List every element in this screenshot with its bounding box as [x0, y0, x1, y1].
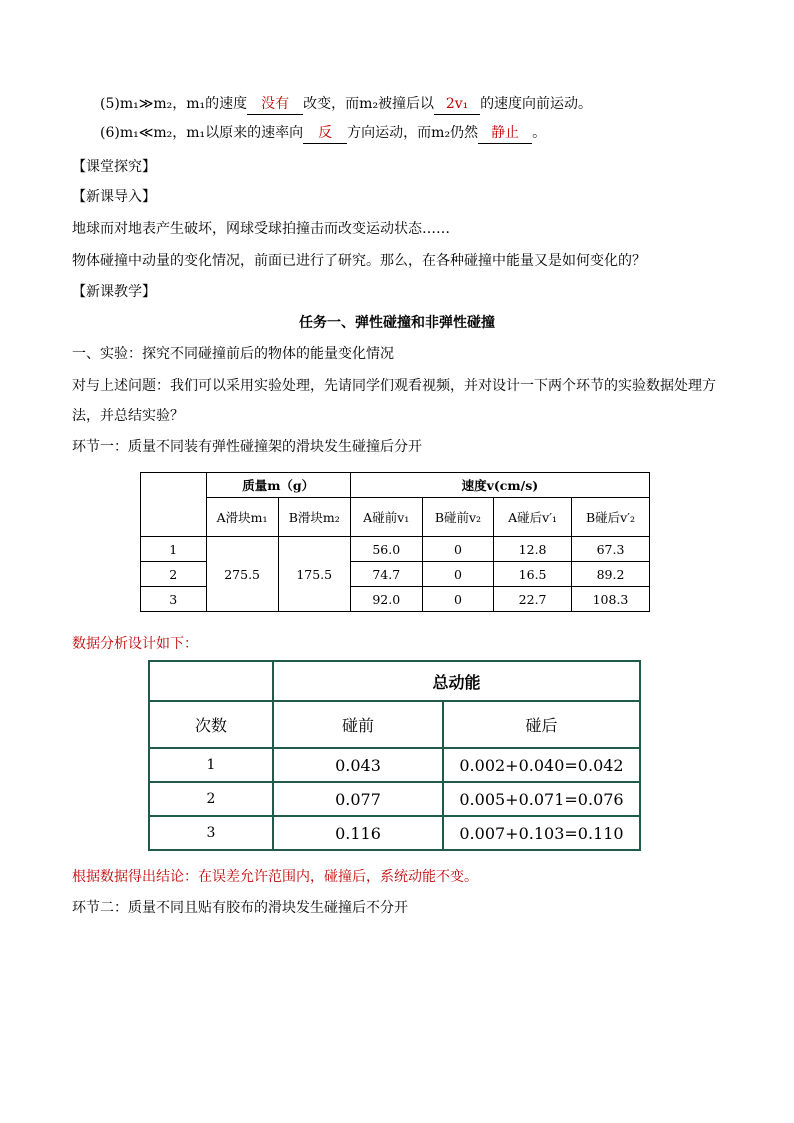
item-5-text4: 的速度向前运动。	[480, 96, 593, 112]
question-line-1: 对与上述问题：我们可以采用实验处理，先请同学们观看视频，并对设计一下两个环节的实验数据处理方	[72, 378, 716, 394]
col-count: 次数	[149, 701, 273, 748]
row-number: 2	[141, 562, 207, 587]
section-heading-intro: 【新课导入】	[72, 189, 156, 205]
cell: 0.043	[273, 748, 443, 782]
stage-1-title: 环节一：质量不同装有弹性碰撞架的滑块发生碰撞后分开	[72, 439, 422, 455]
cell: 92.0	[350, 587, 422, 612]
analysis-title: 数据分析设计如下：	[72, 636, 198, 652]
item-6-number: (6)	[100, 125, 120, 141]
section-heading-teaching: 【新课教学】	[72, 284, 156, 300]
item-6-answer-2: 静止	[478, 123, 532, 144]
intro-paragraph-1: 地球而对地表产生破坏，网球受球拍撞击而改变运动状态……	[72, 221, 450, 237]
cell: 16.5	[494, 562, 572, 587]
stage-2-title: 环节二：质量不同且贴有胶布的滑块发生碰撞后不分开	[72, 900, 408, 916]
item-6-answer-1: 反	[303, 123, 347, 144]
t2-empty-corner	[149, 661, 273, 701]
row-number: 3	[149, 816, 273, 850]
mass-a-value: 275.5	[206, 537, 278, 612]
item-6-condition: m₁≪m₂，	[119, 125, 187, 141]
col-mass-a: A滑块m₁	[206, 498, 278, 537]
experiment-title: 一、实验：探究不同碰撞前后的物体的能量变化情况	[72, 346, 394, 362]
col-after: 碰后	[443, 701, 640, 748]
item-5-answer-1: 没有	[247, 94, 303, 115]
col-speed-a-before: A碰前v₁	[350, 498, 422, 537]
table-row	[149, 782, 640, 816]
kinetic-energy-table	[148, 660, 641, 851]
item-5-number: (5)	[100, 96, 120, 112]
mass-header: 质量m（g）	[206, 473, 350, 498]
experiment-data-table	[140, 472, 650, 612]
speed-header: 速度v(cm/s)	[350, 473, 649, 498]
col-mass-b: B滑块m₂	[278, 498, 350, 537]
t1-empty-corner	[141, 473, 207, 537]
col-before: 碰前	[273, 701, 443, 748]
cell: 0	[422, 587, 494, 612]
conclusion: 根据数据得出结论：在误差允许范围内，碰撞后，系统动能不变。	[72, 869, 478, 885]
cell: 0.002+0.040=0.042	[443, 748, 640, 782]
cell: 0.005+0.071=0.076	[443, 782, 640, 816]
cell: 0	[422, 537, 494, 562]
table-row	[141, 537, 650, 562]
cell: 0.116	[273, 816, 443, 850]
row-number: 3	[141, 587, 207, 612]
item-5-text1: m₁的速度	[186, 96, 248, 112]
cell: 0.077	[273, 782, 443, 816]
table-row	[149, 748, 640, 782]
item-6	[100, 123, 546, 144]
item-6-text3: m₂仍然	[431, 125, 479, 141]
item-5-answer-2: 2v₁	[434, 94, 480, 115]
item-6-text2: 方向运动，而	[347, 125, 432, 141]
cell: 67.3	[571, 537, 649, 562]
table-row	[149, 816, 640, 850]
task-title: 任务一、弹性碰撞和非弹性碰撞	[299, 315, 495, 331]
cell: 22.7	[494, 587, 572, 612]
cell: 56.0	[350, 537, 422, 562]
cell: 74.7	[350, 562, 422, 587]
mass-b-value: 175.5	[278, 537, 350, 612]
item-5-text2: 改变，而	[303, 96, 360, 112]
cell: 0	[422, 562, 494, 587]
item-6-text1: m₁以原来的速率向	[186, 125, 304, 141]
row-number: 1	[141, 537, 207, 562]
col-speed-b-after: B碰后v′₂	[571, 498, 649, 537]
question-line-2: 法，并总结实验？	[72, 408, 184, 424]
section-heading-explore: 【课堂探究】	[72, 159, 156, 175]
row-number: 1	[149, 748, 273, 782]
cell: 108.3	[571, 587, 649, 612]
item-5-condition: m₁≫m₂，	[119, 96, 187, 112]
total-kinetic-energy-header: 总动能	[273, 661, 640, 701]
col-speed-a-after: A碰后v′₁	[494, 498, 572, 537]
cell: 12.8	[494, 537, 572, 562]
item-5-text3: m₂被撞后以	[359, 96, 435, 112]
cell: 0.007+0.103=0.110	[443, 816, 640, 850]
item-5	[100, 94, 592, 115]
col-speed-b-before: B碰前v₂	[422, 498, 494, 537]
cell: 89.2	[571, 562, 649, 587]
item-6-text4: 。	[532, 125, 547, 141]
row-number: 2	[149, 782, 273, 816]
intro-paragraph-2: 物体碰撞中动量的变化情况，前面已进行了研究。那么，在各种碰撞中能量又是如何变化的？	[72, 253, 646, 269]
